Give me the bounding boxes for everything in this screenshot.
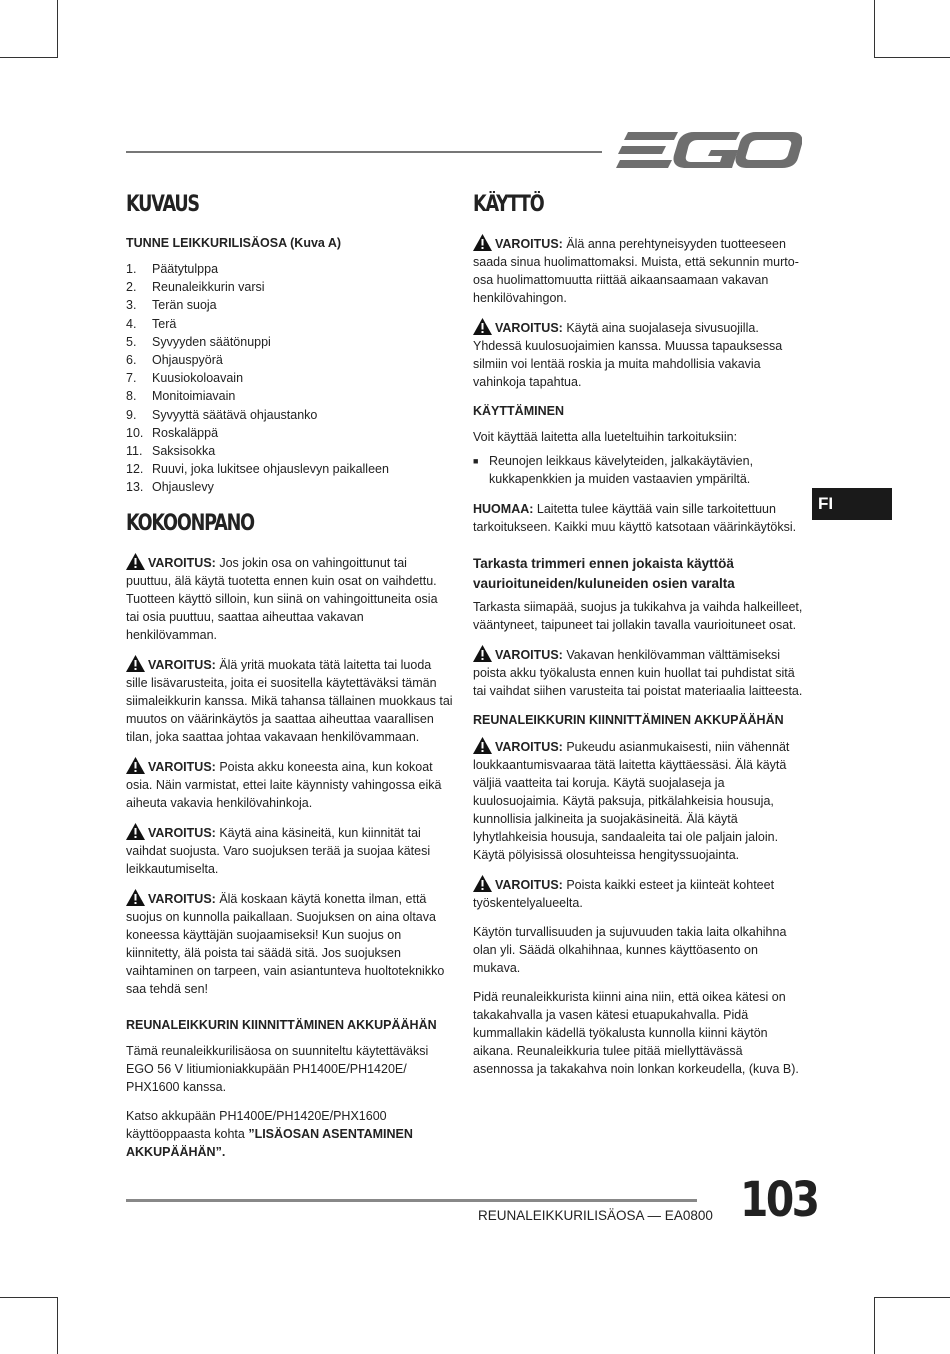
- list-item: 8. Monitoimiavain: [126, 389, 236, 404]
- subsection-title-inspect: Tarkasta trimmeri ennen jokaista käyttöä vaurioituneiden/kuluneiden osien varalta: [473, 556, 735, 591]
- subsection-title-attach: REUNALEIKKURIN KIINNITTÄMINEN AKKUPÄÄHÄN: [126, 1017, 437, 1032]
- warning-paragraph: VAROITUS: Pukeudu asianmukaisesti, niin vähennät loukkaantumisvaaraa tätä laitetta käyttäessäsi. Älä käytä väljiä vaatteita tai koruja. Käytä suojalaseja ja kuulosuojaimia. Käytä paksuja, pitkälahkeisia housuja, kunnollisia jalkineita ja suojakäsineitä. Älä käytä lyhytlahkeisia housuja, sandaaleita tai ole paljain jaloin. Käytä pölyisissä olosuhteissa hengityssuojainta.: [473, 737, 803, 864]
- header-rule: [126, 151, 602, 153]
- crop-mark: [874, 1297, 875, 1354]
- subsection-title-attach-right: REUNALEIKKURIN KIINNITTÄMINEN AKKUPÄÄHÄN: [473, 713, 784, 727]
- body-paragraph: Käytön turvallisuuden ja sujuvuuden takia laita olkahihna olan yli. Säädä olkahihnaa, kunnes käyttöasento on mukava.: [473, 925, 787, 975]
- subsection-title-know: TUNNE LEIKKURILISÄOSA (Kuva A): [126, 236, 342, 250]
- list-item: 4. Terä: [126, 316, 177, 331]
- body-paragraph: Pidä reunaleikkurista kiinni aina niin, että oikea kätesi on takakahvalla ja vasen kätesi etuapukahvalla. Pidä kummallakin kädellä työkalusta kunnolla kiinni käytön aikana. Reunaleikkuria tulee pitää miellyttävässä asennossa ja takakahva noin lonkan korkeudella, (kuva B).: [473, 990, 799, 1076]
- warning-triangle-icon: [473, 875, 492, 892]
- footer-doc-title: REUNALEIKKURILISÄOSA — EA0800: [478, 1208, 713, 1223]
- section-heading-kokoonpano: KOKOONPANO: [126, 510, 254, 536]
- footer-rule: [126, 1199, 697, 1202]
- right-column: [473, 190, 803, 1089]
- list-item: 7. Kuusiokoloavain: [126, 371, 244, 386]
- parts-list: [126, 260, 454, 497]
- list-item: 9. Syvyyttä säätävä ohjaustanko: [126, 407, 318, 422]
- warning-paragraph: VAROITUS: Älä yritä muokata tätä laitetta tai luoda sille lisävarusteita, joita ei suositella käytettäväksi tämän siimaleikkurin kanssa. Mikä tahansa tällainen muokkaus tai muutos on väärinkäytös ja saattaa aiheuttaa vaarallisen tilan, joka saattaa johtaa vakavaan henkilövammaan.: [126, 655, 454, 746]
- body-paragraph: Tämä reunaleikkurilisäosa on suunniteltu käytettäväksi EGO 56 V litiumioniakkupään PH1400E/PH1420E/ PHX1600 kanssa.: [126, 1043, 429, 1094]
- usage-bullet-list: [473, 452, 803, 488]
- warning-triangle-icon: [126, 889, 145, 906]
- list-item: 6. Ohjauspyörä: [126, 353, 223, 368]
- warning-triangle-icon: [126, 823, 145, 840]
- warning-triangle-icon: [473, 645, 492, 662]
- crop-mark: [0, 57, 58, 58]
- subsection-title-usage: KÄYTTÄMINEN: [473, 404, 564, 418]
- list-item: 1. Päätytulppa: [126, 262, 219, 276]
- warning-paragraph: VAROITUS: Käytä aina suojalaseja sivusuojilla. Yhdessä kuulosuojaimien kanssa. Muussa tapauksessa silmiin voi lentää roskia ja muita mahdollisia vakavia vahinkoja tapahtua.: [473, 318, 803, 391]
- warning-triangle-icon: [126, 655, 145, 672]
- warning-triangle-icon: [126, 757, 145, 774]
- ego-logo-icon: [616, 128, 802, 172]
- body-paragraph: Voit käyttää laitetta alla lueteltuihin tarkoituksiin:: [473, 430, 738, 444]
- warning-triangle-icon: [473, 234, 492, 251]
- warning-triangle-icon: [473, 318, 492, 335]
- list-item: 3. Terän suoja: [126, 298, 217, 313]
- crop-mark: [874, 1297, 950, 1298]
- section-heading-kuvaus: KUVAUS: [126, 192, 199, 217]
- list-item: 11. Saksisokka: [126, 444, 216, 459]
- body-paragraph: Katso akkupään PH1400E/PH1420E/PHX1600 käyttöoppaasta kohta ”LISÄOSAN ASENTAMINEN AKKUPÄÄHÄN”.: [126, 1108, 413, 1159]
- list-item: 12. Ruuvi, joka lukitsee ohjauslevyn paikalleen: [126, 462, 389, 477]
- page-number: 103: [740, 1172, 818, 1228]
- warning-paragraph: VAROITUS: Käytä aina käsineitä, kun kiinnität tai vaihdat suojusta. Varo suojuksen terää ja suojaa kätesi leikkautumiselta.: [126, 823, 454, 878]
- warning-triangle-icon: [473, 737, 492, 754]
- body-paragraph: Tarkasta siimapää, suojus ja tukikahva ja vaihda halkeilleet, vääntyneet, taipuneet tai jollakin tavalla vaurioituneet osat.: [473, 600, 803, 632]
- section-heading-kaytto: KÄYTTÖ: [473, 192, 544, 217]
- warning-paragraph: VAROITUS: Jos jokin osa on vahingoittunut tai puuttuu, älä käytä tuotetta ennen kuin osat on vaihdettu. Tuotteen käyttö silloin, kun siinä on vahingoittuneita osia tai osia puuttuu, saattaa aiheuttaa vakavan henkilövamman.: [126, 553, 454, 644]
- warning-paragraph: VAROITUS: Poista akku koneesta aina, kun kokoat osia. Näin varmistat, ettei laite käynnisty vahingossa eikä aiheuta vakavia henkilövahinkoja.: [126, 757, 454, 812]
- warning-paragraph: VAROITUS: Vakavan henkilövamman välttämiseksi poista akku työkalusta ennen kuin huollat tai puhdistat sitä tai vaihdat siihen varusteita tai poistat materiaalia laitteesta.: [473, 645, 803, 700]
- list-item: ■ Reunojen leikkaus kävelyteiden, jalkakäytävien, kukkapenkkien ja muiden vastaavien ympäriltä.: [473, 454, 754, 486]
- list-item: 2. Reunaleikkurin varsi: [126, 280, 265, 295]
- warning-paragraph: VAROITUS: Poista kaikki esteet ja kiinteät kohteet työskentelyalueelta.: [473, 875, 803, 912]
- list-item: 10. Roskaläppä: [126, 425, 219, 440]
- note-paragraph: HUOMAA: Laitetta tulee käyttää vain sille tarkoitettuun tarkoitukseen. Kaikki muu käyttö katsotaan väärinkäytöksi.: [473, 502, 797, 534]
- crop-mark: [0, 1297, 58, 1298]
- left-column: [126, 190, 454, 1172]
- list-item: 5. Syvyyden säätönuppi: [126, 334, 271, 349]
- crop-mark: [57, 1297, 58, 1354]
- warning-paragraph: VAROITUS: Älä anna perehtyneisyyden tuotteeseen saada sinua huolimattomaksi. Muista, että sekunnin murto-osa huolimattomuutta riittää aikaansaamaan vakavan henkilövahingon.: [473, 234, 803, 307]
- warning-paragraph: VAROITUS: Älä koskaan käytä konetta ilman, että suojus on kunnolla paikallaan. Suojuksen on aina oltava koneessa käyttäjän suojaamiseksi! Kun suojus on kiinnitetty, älä poista tai säädä sitä. Jos suojuksen vaihtaminen on tarpeen, vain asiantunteva huoltoteknikko saa tehdä sen!: [126, 889, 454, 998]
- crop-mark: [57, 0, 58, 58]
- square-bullet-icon: ■: [473, 456, 479, 466]
- language-tab: FI: [812, 488, 892, 520]
- list-item: 13. Ohjauslevy: [126, 480, 214, 495]
- warning-triangle-icon: [126, 553, 145, 570]
- crop-mark: [874, 0, 875, 58]
- crop-mark: [874, 57, 950, 58]
